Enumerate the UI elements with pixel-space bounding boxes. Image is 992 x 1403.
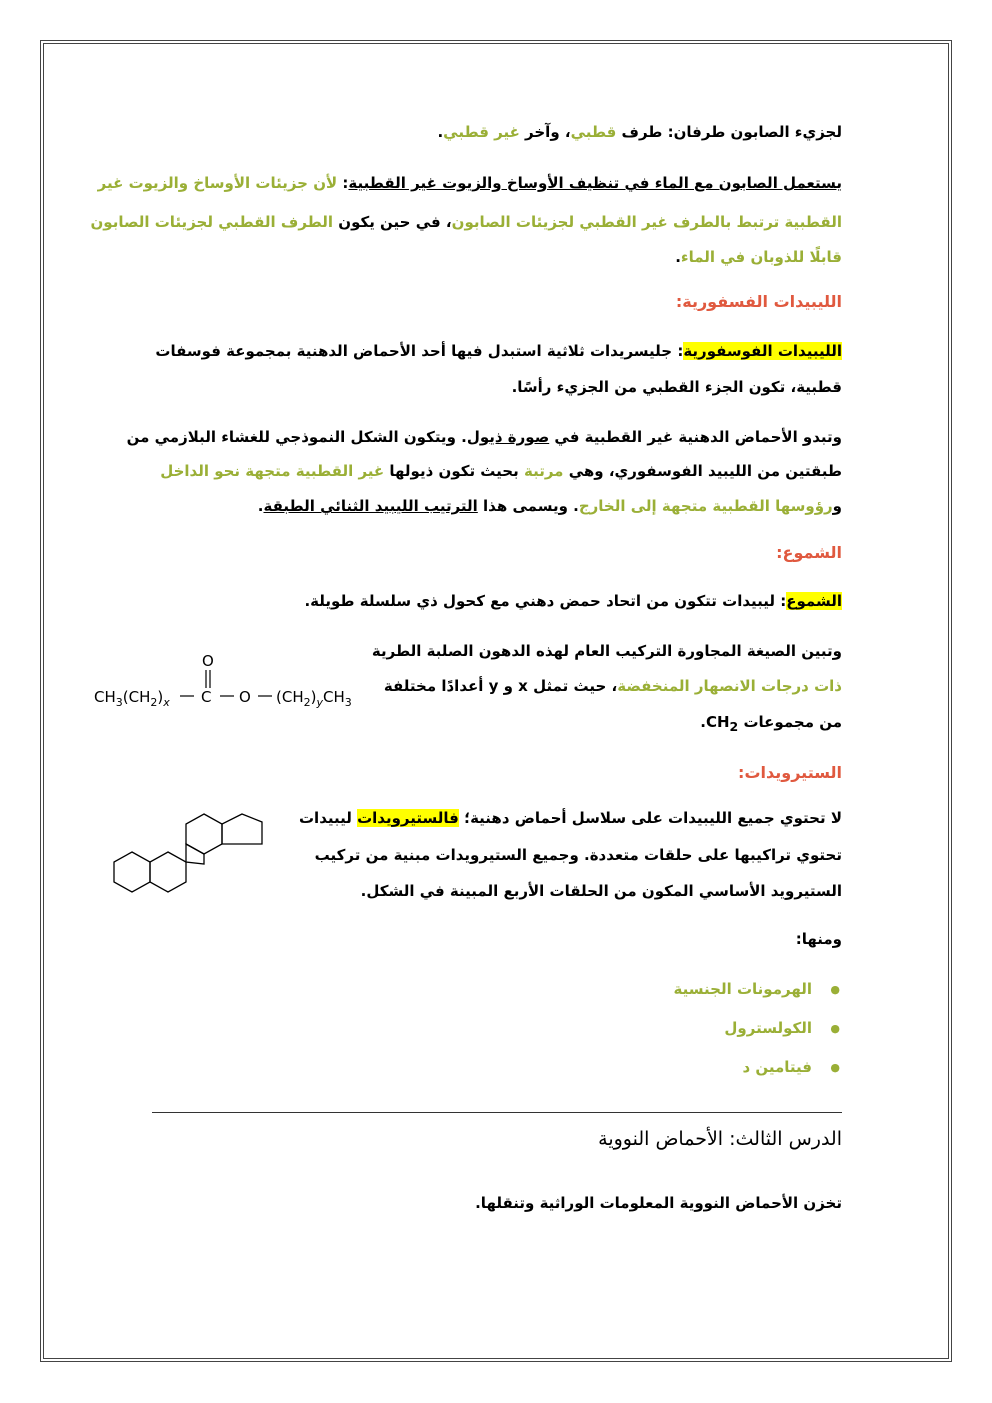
phospholipids-heading: الليبيدات الفسفورية: — [675, 292, 842, 311]
tails-inward-term: غير القطبية متجهة نحو الداخل — [160, 462, 385, 480]
soap-reason: القطبية ترتبط بالطرف غير القطبي لجزيئات الصابون — [451, 213, 842, 231]
lesson-title: الدرس الثالث: الأحماض النووية — [598, 1128, 842, 1150]
polar-term: قطبي — [570, 123, 617, 141]
formula-ester-oxygen: O — [239, 688, 251, 706]
list-item: ● فيتامين د — [674, 1048, 842, 1087]
soap-ends-paragraph — [90, 113, 842, 152]
wax-formula-line-3 — [372, 703, 842, 746]
steroids-line-1 — [298, 799, 842, 838]
text-run: و — [832, 497, 842, 515]
phospholipids-def-line-2: قطبية، تكون الجزء القطبي من الجزيء رأسًا. — [511, 378, 842, 396]
ring-c — [186, 814, 222, 854]
text-run: ، وآخر — [519, 123, 571, 141]
wax-formula-diagram — [92, 652, 372, 712]
nucleic-acids-intro: تخزن الأحماض النووية المعلومات الوراثية وتنقلها. — [475, 1194, 842, 1212]
soap-use-line-1 — [90, 164, 842, 203]
steroid-ring-diagram — [108, 804, 288, 900]
text-run: بحيث تكون ذيولها — [384, 462, 524, 480]
soap-reason: قابلًا للذوبان في الماء — [680, 248, 842, 266]
text-run: . — [675, 248, 681, 266]
low-melting-term: ذات درجات الانصهار المنخفضة — [617, 677, 842, 695]
text-run: طبقتين من الليبيد الفوسفوري، وهي — [563, 462, 842, 480]
waxes-term: الشموع — [786, 592, 842, 610]
heads-outward-term: رؤوسها القطبية متجهة إلى الخارج — [578, 497, 833, 515]
steroids-line-2: تحتوي تراكيبها على حلقات متعددة. وجميع الستيرويدات مبنية من تركيب — [314, 846, 842, 864]
soap-use-title: يستعمل الصابون مع الماء في تنظيف الأوساخ والزيوت غير القطبية — [348, 174, 842, 192]
wax-formula-line-2 — [372, 667, 842, 706]
steroids-heading: الستيرويدات: — [738, 763, 842, 782]
steroids-term: فالستيرويدات — [357, 809, 459, 827]
soap-reason: لأن جزيئات الأوساخ والزيوت غير — [97, 174, 338, 192]
examples-label: ومنها: — [795, 930, 842, 948]
text-run: . — [437, 123, 444, 141]
text-run: . ويسمى هذا — [477, 497, 579, 515]
nonpolar-term: غير قطبي — [443, 123, 520, 141]
text-run: ، في حين يكون — [333, 213, 452, 231]
phospholipids-term: الليبيدات الفوسفورية — [683, 342, 842, 360]
steroid-examples-list — [674, 970, 842, 1087]
waxes-definition — [90, 582, 842, 621]
text-run: : ليبيدات تتكون من اتحاد حمض دهني مع كحول ذي سلسلة طويلة. — [304, 592, 787, 610]
ring-a — [114, 852, 150, 892]
formula-right: $(CH_2)_yCH_3$ — [276, 688, 352, 709]
text-run: من مجموعات CH — [705, 713, 842, 731]
phospholipids-def-line-1 — [90, 332, 842, 371]
subscript: 2 — [729, 719, 739, 734]
text-run: : جليسريدات ثلاثية استبدل فيها أحد الأحماض الدهنية بمجموعة فوسفات — [155, 342, 684, 360]
text-run: لجزيء الصابون طرفان: طرف — [616, 123, 842, 141]
section-divider — [152, 1112, 842, 1113]
text-run: . — [700, 713, 706, 731]
text-run: : — [337, 174, 349, 192]
waxes-heading: الشموع: — [776, 543, 842, 562]
formula-carbon: C — [201, 688, 212, 706]
text-run: ليبيدات — [298, 809, 358, 827]
steroids-line-3: الستيرويد الأساسي المكون من الحلقات الأربع المبينة في الشكل. — [360, 882, 842, 900]
arranged-term: مرتبة — [523, 462, 564, 480]
list-item: ● الكولسترول — [674, 1009, 842, 1048]
text-run: ، حيث تمثل x و y أعدادًا مختلفة — [383, 677, 618, 695]
list-item: ● الهرمونات الجنسية — [674, 970, 842, 1009]
soap-use-line-3 — [90, 238, 842, 277]
soap-reason: الطرف القطبي لجزيئات الصابون — [90, 213, 334, 231]
bilayer-line-2 — [90, 452, 842, 491]
formula-carbonyl-oxygen: O — [202, 652, 214, 670]
text-run: . ويتكون الشكل النموذجي للغشاء البلازمي من — [126, 428, 467, 446]
ring-b — [150, 852, 186, 892]
bilayer-line-3 — [90, 487, 842, 526]
tails-term: صورة ذيول — [466, 428, 550, 446]
ring-d — [222, 814, 262, 844]
ring-c-lower — [186, 844, 204, 864]
bilayer-term: الترتيب الليبيد الثنائي الطبقة — [263, 497, 478, 515]
wax-formula-line-1: وتبين الصيغة المجاورة التركيب العام لهذه الدهون الصلبة الطرية — [371, 642, 842, 660]
text-run: لا تحتوي جميع الليبيدات على سلاسل أحماض دهنية؛ — [458, 809, 842, 827]
formula-left: $CH_3(CH_2)_x$ — [94, 688, 170, 709]
text-run: . — [257, 497, 264, 515]
soap-use-line-2 — [90, 203, 842, 242]
text-run: وتبدو الأحماض الدهنية غير القطبية في — [549, 428, 842, 446]
